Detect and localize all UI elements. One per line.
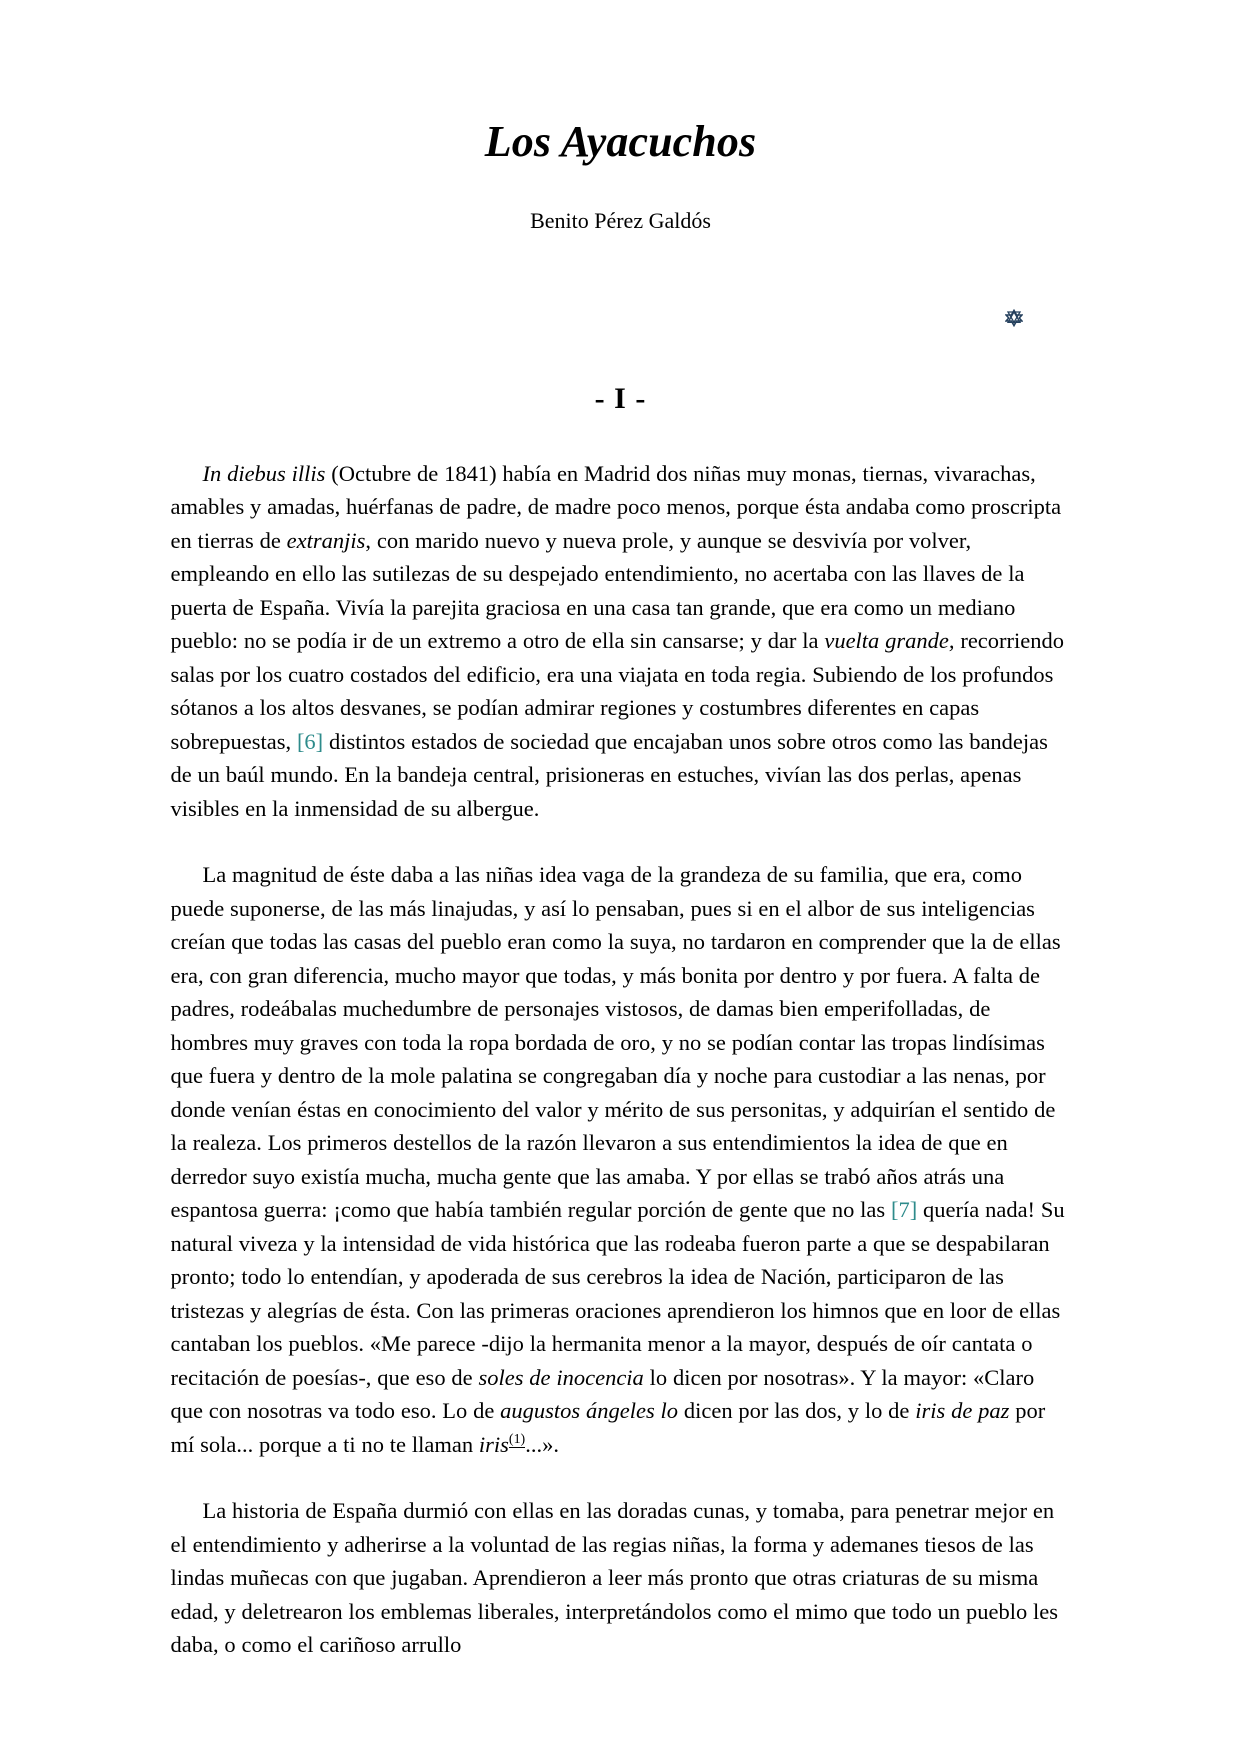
body-text <box>171 457 1071 1662</box>
italic-iris-de-paz: iris de paz <box>915 1398 1010 1424</box>
paragraph-2 <box>171 858 1071 1461</box>
paragraph-1-text-d: distintos estados de sociedad que encajaban unos sobre otros como las bandejas de un baúl mundo. En la bandeja central, prisioneras en estuches, vivían las dos perlas, apenas visibles en la inmensidad de su albergue. <box>170 728 1048 821</box>
footnote-ref-1-label: (1) <box>508 1432 526 1448</box>
paragraph-1-text-b: , con marido nuevo y nueva prole, y aunque se desvivía por volver, empleando en ello las sutilezas de su despejado entendimiento, no acertaba con las llaves de la puerta de España. Vivía la parejita graciosa en una casa tan grande, que era como un mediano pueblo: no se podía ir de un extremo a otro de ella sin cansarse; y dar la <box>170 527 1025 654</box>
paragraph-2-text-e: por mí sola... porque a ti no te llaman <box>170 1398 1046 1457</box>
paragraph-2-text-d: dicen por las dos, y lo de <box>678 1398 916 1424</box>
chapter-heading: - I - <box>594 381 647 415</box>
paragraph-1 <box>171 457 1071 826</box>
latin-phrase: In diebus illis <box>202 460 326 486</box>
paragraph-3-text-a: La historia de España durmió con ellas en las doradas cunas, y tomaba, para penetrar mejor en el entendimiento y adherirse a la voluntad de las regias niñas, la forma y ademanes tiesos de las lindas muñecas con que jugaban. Aprendieron a leer más pronto que otras criaturas de su misma edad, y deletrearon los emblemas liberales, interpretándolos como el mimo que todo un pueblo les daba, o como el cariñoso arrullo <box>170 1498 1059 1658</box>
footnote-ref-1[interactable] <box>509 1432 525 1448</box>
page-content <box>171 0 1071 1662</box>
paragraph-2-text-c: lo dicen por nosotras». Y la mayor: «Claro que con nosotras va todo eso. Lo de <box>170 1364 1035 1424</box>
ornament-row <box>171 309 1071 339</box>
six-pointed-star-icon[interactable] <box>1005 309 1023 327</box>
page-link-7[interactable]: [7] <box>890 1197 918 1223</box>
paragraph-2-text-a: La magnitud de éste daba a las niñas idea vaga de la grandeza de su familia, que era, como puede suponerse, de las más linajudas, y así lo pensaban, pues si en el albor de sus inteligencias creían que todas las casas del pueblo eran como la suya, no tardaron en comprender que la de ellas era, con gran diferencia, mucho mayor que todas, y más bonita por dentro y por fuera. A falta de padres, rodeábalas muchedumbre de personajes vistosos, de damas bien emperifolladas, de hombres muy graves con toda la ropa bordada de oro, y no se podían contar las tropas lindísimas que fuera y dentro de la mole palatina se congregaban día y noche para custodiar a las nenas, por donde venían éstas en conocimiento del valor y mérito de sus personitas, y adquirían el sentido de la realeza. Los primeros destellos de la razón llevaron a sus entendimientos la idea de que en derredor suyo existía mucha, mucha gente que las amaba. Y por ellas se trabó años atrás una espantosa guerra: ¡como que había también regular porción de gente que no las <box>170 862 1061 1223</box>
italic-augustos-angeles: augustos ángeles lo <box>500 1398 679 1424</box>
italic-vuelta-grande: vuelta grande, <box>824 628 955 654</box>
italic-soles-de-inocencia: soles de inocencia <box>478 1364 644 1390</box>
paragraph-1-text-a: (Octubre de 1841) había en Madrid dos niñas muy monas, tiernas, vivarachas, amables y amadas, huérfanas de padre, de madre poco menos, porque ésta andaba como proscripta en tierras de <box>170 460 1062 553</box>
paragraph-1-text-c: recorriendo salas por los cuatro costados del edificio, era una viajata en toda regia. Subiendo de los profundos sótanos a los altos desvanes, se podían admirar regiones y costumbres diferentes en capas sobrepuestas, <box>170 628 1065 754</box>
italic-extranjis: extranjis <box>286 527 366 553</box>
italic-iris: iris <box>478 1431 509 1457</box>
page-link-6[interactable]: [6] <box>296 728 324 754</box>
page-title: Los Ayacuchos <box>484 117 757 166</box>
paragraph-3 <box>171 1494 1071 1662</box>
paragraph-2-text-b: quería nada! Su natural viveza y la intensidad de vida histórica que las rodeaba fueron parte a que se despabilaran pronto; todo lo entendían, y apoderada de sus cerebros la idea de Nación, participaron de las tristezas y alegrías de ésta. Con las primeras oraciones aprendieron los himnos que en loor de ellas cantaban los pueblos. «Me parece -dijo la hermanita menor a la mayor, después de oír cantata o recitación de poesías-, que eso de <box>170 1197 1065 1390</box>
author-name: Benito Pérez Galdós <box>530 208 711 234</box>
paragraph-2-text-f: ...». <box>525 1431 559 1457</box>
